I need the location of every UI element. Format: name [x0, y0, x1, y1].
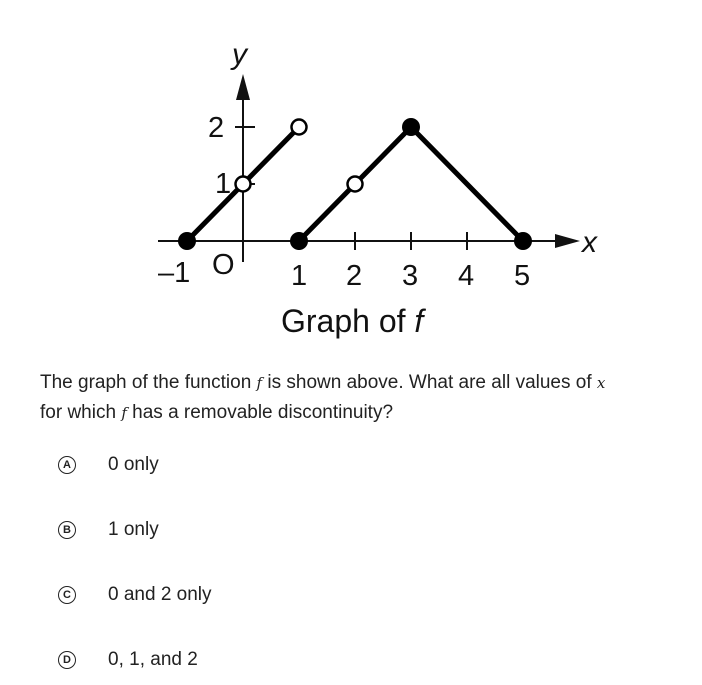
- closed-point-3: [402, 118, 420, 136]
- choice-b-badge: B: [58, 521, 76, 539]
- question-part-3: for which: [40, 402, 122, 423]
- open-point-3: [348, 177, 363, 192]
- choice-d-badge: D: [58, 651, 76, 669]
- choice-b[interactable]: [58, 515, 159, 545]
- question-text: [40, 368, 700, 428]
- choice-d[interactable]: [58, 645, 198, 675]
- function-variable: f: [256, 374, 263, 392]
- origin-label: O: [212, 249, 235, 281]
- choice-b-text: 1 only: [108, 519, 159, 540]
- question-part-1: The graph of the function: [40, 372, 257, 393]
- x-tick-label-2: 2: [346, 260, 363, 292]
- choice-d-text: 0, 1, and 2: [108, 649, 198, 670]
- choice-c[interactable]: [58, 580, 212, 610]
- x-variable: x: [596, 374, 606, 392]
- x-tick-label-neg1: –1: [158, 257, 191, 289]
- x-tick-label-3: 3: [402, 260, 419, 292]
- choice-a-badge: A: [58, 456, 76, 474]
- x-axis-label: x: [582, 226, 597, 259]
- x-tick-label-1: 1: [291, 260, 308, 292]
- graph-segment-3: [411, 127, 523, 241]
- choice-a[interactable]: [58, 450, 159, 480]
- closed-point-1: [178, 232, 196, 250]
- choice-a-text: 0 only: [108, 454, 159, 475]
- open-point-2: [292, 120, 307, 135]
- choice-c-badge: C: [58, 586, 76, 604]
- open-point-1: [236, 177, 251, 192]
- question-part-2: is shown above. What are all values of: [262, 372, 597, 393]
- graph-caption: Graph of f: [281, 303, 424, 339]
- x-axis-arrow: [555, 234, 580, 248]
- choice-c-text: 0 and 2 only: [108, 584, 212, 605]
- x-tick-label-4: 4: [458, 260, 475, 292]
- y-axis-label: y: [232, 38, 247, 71]
- x-tick-label-5: 5: [514, 260, 531, 292]
- question-part-4: has a removable discontinuity?: [126, 402, 394, 423]
- closed-point-2: [290, 232, 308, 250]
- closed-point-4: [514, 232, 532, 250]
- function-variable-2: f: [121, 404, 127, 422]
- y-axis-arrow: [236, 74, 250, 100]
- y-tick-label-2: 2: [208, 112, 225, 144]
- y-tick-label-1: 1: [215, 168, 232, 200]
